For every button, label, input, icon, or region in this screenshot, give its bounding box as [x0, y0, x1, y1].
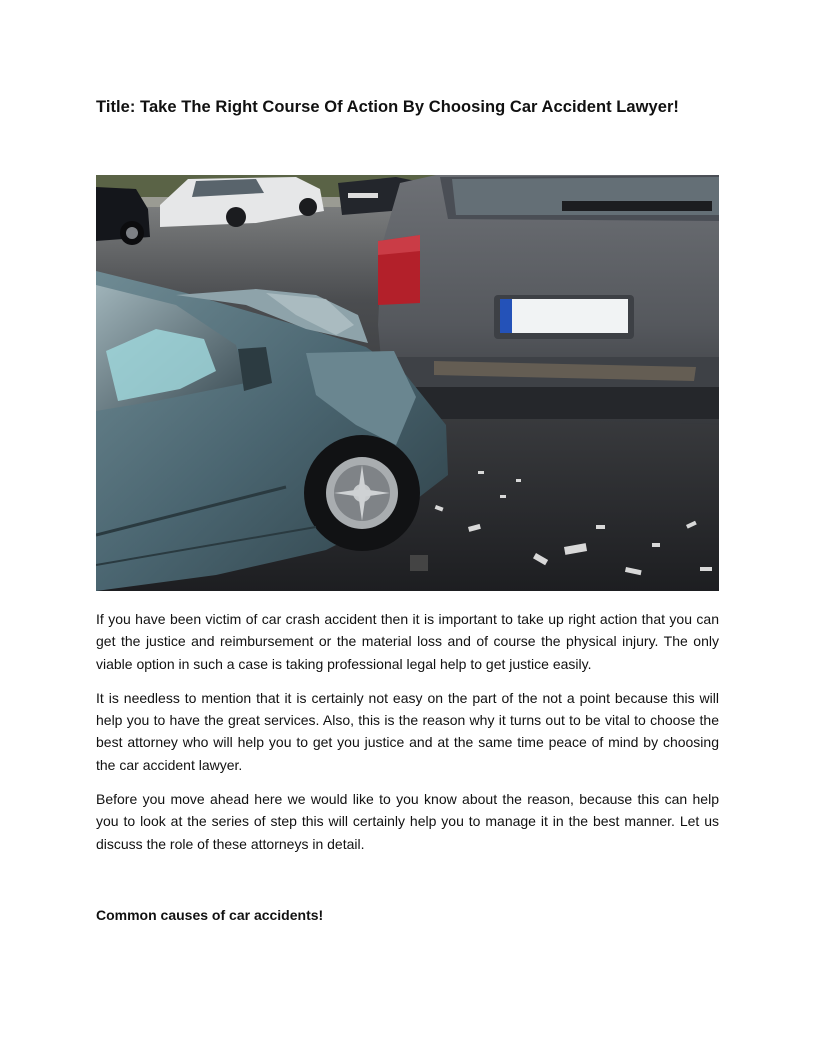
document-title: Title: Take The Right Course Of Action By Choosing Car Accident Lawyer!	[96, 98, 679, 116]
paragraph: Before you move ahead here we would like to you know about the reason, because this can help you to look at the series of step this will certainly help you to manage it in the best manner. Let us discuss the role of these attorneys in detail.	[96, 791, 719, 852]
paragraph: If you have been victim of car crash accident then it is important to take up right action that you can get the justice and reimbursement or the material loss and of course the physical injury. The only viable option in such a case is taking professional legal help to get justice easily.	[96, 611, 719, 672]
section-heading: Common causes of car accidents!	[96, 907, 324, 923]
paragraph: It is needless to mention that it is certainly not easy on the part of the not a point because this will help you to have the great services. Also, this is the reason why it turns out to be vital to choose the best attorney who will help you to get you justice and at the same time peace of mind by choosing the car accident lawyer.	[96, 689, 719, 773]
grey-suv	[378, 175, 719, 425]
body-text	[96, 608, 719, 867]
car-crash-photo	[96, 175, 719, 591]
